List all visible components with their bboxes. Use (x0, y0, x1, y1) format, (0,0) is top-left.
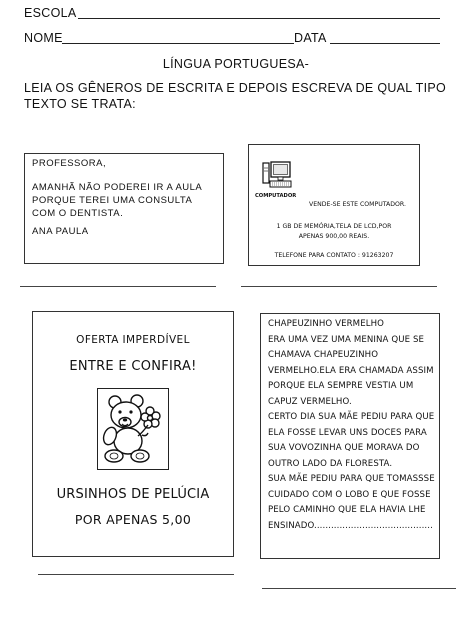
note-card (24, 153, 224, 264)
story-line: PELO CAMINHO QUE ELA HAVIA LHE (268, 505, 426, 515)
story-line: CAPUZ VERMELHO. (268, 396, 352, 407)
story-line: OUTRO LADO DA FLORESTA. (268, 458, 393, 469)
note-line-1: AMANHÃ NÃO PODEREI IR A AULA (32, 182, 203, 193)
escola-answer-line[interactable] (78, 18, 440, 19)
story-line: SUA MÃE PEDIU PARA QUE TOMASSSE (268, 474, 435, 484)
classified-phone: TELEFONE PARA CONTATO : 91263207 (274, 252, 394, 259)
note-signature: ANA PAULA (32, 226, 89, 237)
story-card (260, 313, 440, 559)
ad-price: POR APENAS 5,00 (74, 512, 192, 527)
nome-answer-line[interactable] (62, 43, 294, 44)
teddy-bear-picture (97, 388, 169, 470)
story-line: CERTO DIA SUA MÃE PEDIU PARA QUE (268, 412, 435, 422)
story-line: SUA VOVOZINHA QUE MORAVA DO (268, 443, 420, 453)
teddy-bear-icon (98, 389, 168, 469)
advertisement-card (32, 311, 234, 557)
computer-icon-caption: COMPUTADOR (255, 193, 297, 199)
story-line: ENSINADO.......................................... (268, 520, 433, 531)
answer-line-1[interactable] (20, 286, 216, 287)
story-line: ERA UMA VEZ UMA MENINA QUE SE (268, 334, 425, 345)
story-line: PORQUE ELA SEMPRE VESTIA UM (268, 381, 414, 391)
answer-line-2[interactable] (241, 286, 437, 287)
data-answer-line[interactable] (330, 43, 440, 44)
classified-spec-line-2: APENAS 900,00 REAIS. (298, 233, 370, 240)
ad-product: URSINHOS DE PELÚCIA (56, 487, 210, 502)
computer-icon (259, 159, 293, 193)
answer-line-4[interactable] (262, 588, 456, 589)
classified-spec-line-1: 1 GB DE MEMÓRIA,TELA DE LCD,POR (276, 223, 392, 230)
classified-headline: VENDE-SE ESTE COMPUTADOR. (309, 201, 406, 208)
escola-label: ESCOLA (24, 6, 77, 20)
instruction-line-1: LEIA OS GÊNEROS DE ESCRITA E DEPOIS ESCREVA DE QUAL TIPO (24, 81, 447, 95)
data-label: DATA (294, 31, 327, 45)
note-line-2: PORQUE TEREI UMA CONSULTA (32, 195, 193, 206)
story-title: CHAPEUZINHO VERMELHO (268, 319, 385, 329)
story-line: CHAMAVA CHAPEUZINHO (268, 350, 379, 360)
story-line: ELA FOSSE LEVAR UNS DOCES PARA (268, 427, 427, 438)
ad-line-2: ENTRE E CONFIRA! (69, 359, 197, 374)
story-line: CUIDADO COM O LOBO E QUE FOSSE (268, 489, 431, 500)
note-line-3: COM O DENTISTA. (32, 208, 124, 219)
instruction-line-2: TEXTO SE TRATA: (24, 97, 136, 111)
nome-label: NOME (24, 31, 63, 45)
answer-line-3[interactable] (38, 574, 234, 575)
classified-card (248, 144, 420, 266)
story-line: VERMELHO.ELA ERA CHAMADA ASSIM (268, 365, 434, 376)
note-greeting: PROFESSORA, (32, 158, 107, 169)
ad-line-1: OFERTA IMPERDÍVEL (76, 334, 190, 346)
subject-title: LÍNGUA PORTUGUESA- (162, 57, 310, 71)
story-text (268, 317, 435, 534)
